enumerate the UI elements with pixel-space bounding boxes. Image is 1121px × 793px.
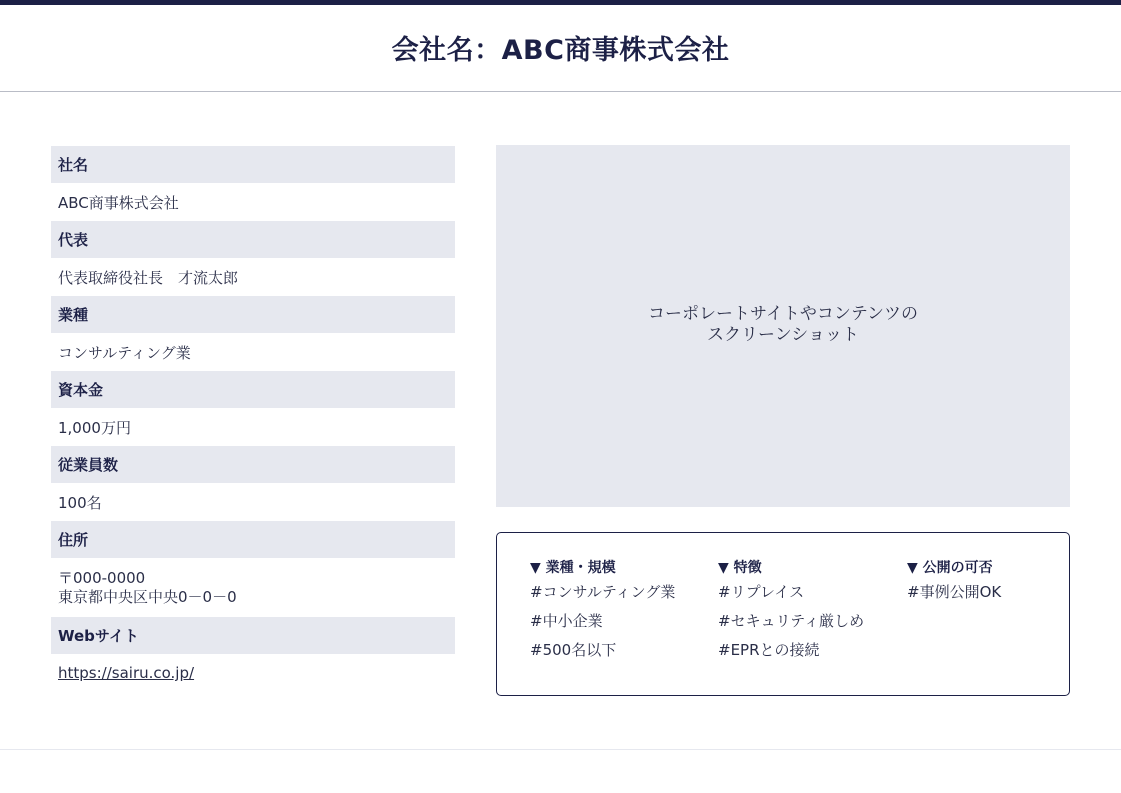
info-value-representative: 代表取締役社長 才流太郎 <box>58 268 239 287</box>
tag-heading-features: ▼ 特徴 <box>718 560 762 576</box>
info-value-capital: 1,000万円 <box>58 418 131 437</box>
footer-divider <box>0 749 1121 750</box>
tag-item: #500名以下 <box>530 641 617 659</box>
screenshot-placeholder-text <box>648 304 918 346</box>
screenshot-placeholder-line1: コーポレートサイトやコンテンツの <box>648 304 918 324</box>
tag-heading-publicity: ▼ 公開の可否 <box>907 560 993 576</box>
info-value-address <box>51 558 455 617</box>
tag-item: #セキュリティ厳しめ <box>718 612 865 630</box>
info-value-employees: 100名 <box>58 493 102 512</box>
info-label-capital: 資本金 <box>51 371 455 408</box>
info-label-industry: 業種 <box>51 296 455 333</box>
info-value-website <box>51 654 455 692</box>
address-postal-code: 〒000-0000 <box>58 568 146 587</box>
tag-item: #中小企業 <box>530 612 603 630</box>
info-label-representative: 代表 <box>51 221 455 258</box>
info-label-employees: 従業員数 <box>51 446 455 483</box>
website-link[interactable]: https://sairu.co.jp/ <box>58 664 195 682</box>
page-header <box>0 5 1121 92</box>
tag-item: #事例公開OK <box>907 583 1002 601</box>
tag-item: #コンサルティング業 <box>530 583 676 601</box>
info-label-company-name: 社名 <box>51 146 455 183</box>
tags-panel <box>496 532 1070 696</box>
tag-group-features <box>718 558 864 665</box>
info-value-company-name: ABC商事株式会社 <box>58 193 179 212</box>
info-label-website: Webサイト <box>51 617 455 654</box>
tag-group-publicity <box>907 558 1001 607</box>
tag-heading-industry: ▼ 業種・規模 <box>530 560 616 576</box>
screenshot-placeholder <box>496 145 1070 507</box>
tag-group-industry <box>530 558 675 665</box>
screenshot-placeholder-line2: スクリーンショット <box>707 325 859 345</box>
info-value-industry: コンサルティング業 <box>58 343 191 362</box>
tag-item: #リプレイス <box>718 583 805 601</box>
info-label-address: 住所 <box>51 521 455 558</box>
tag-item: #EPRとの接続 <box>718 641 820 659</box>
address-street: 東京都中央区中央0－0－0 <box>58 587 237 606</box>
page-title: 会社名：ABC商事株式会社 <box>391 34 730 66</box>
company-info-table <box>51 146 455 692</box>
